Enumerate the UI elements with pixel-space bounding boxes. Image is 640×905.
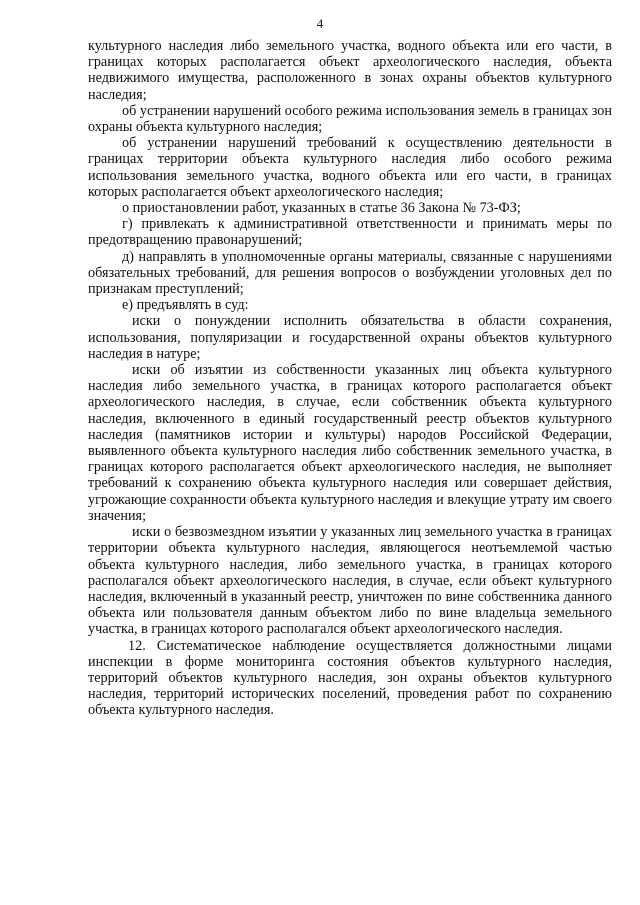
paragraph-item-e: е) предъявлять в суд: xyxy=(122,297,249,314)
document-body xyxy=(88,38,612,719)
paragraph-activity-requirements-violations: об устранении нарушений требований к осуществлению деятельности в границах территории объекта культурного наследия либо особого режима использования земельного участка, водного объекта или его части, в границах которых располагается объект археологического наследия; xyxy=(88,135,612,200)
paragraph-section-12: 12. Систематическое наблюдение осуществляется должностными лицами инспекции в форме мониторинга состояния объектов культурного наследия, территорий объектов культурного наследия, зон охраны объектов культурного наследия, территорий исторических поселений, проведения работ по сохранению объекта культурного наследия. xyxy=(88,637,612,719)
paragraph-claims-obligations: иски о понуждении исполнить обязательства в области сохранения, использования, популяризации и государственной охраны объектов культурного наследия в натуре; xyxy=(88,313,612,362)
paragraph-claims-seizure: иски об изъятии из собственности указанных лиц объекта культурного наследия либо земельного участка, в границах которого располагается объект археологического наследия, в случае, если собственник объекта культурного наследия, включенного в единый государственный реестр объектов культурного наследия (памятников истории и культуры) народов Российской Федерации, выявленного объекта культурного наследия либо собственник земельного участка, в границах которого располагается объект археологического наследия, не выполняет требований к сохранению объекта культурного наследия или совершает действия, угрожающие сохранности объекта культурного наследия и влекущие утрату им своего значения; xyxy=(88,362,612,524)
paragraph-special-regime-violations: об устранении нарушений особого режима использования земель в границах зон охраны объекта культурного наследия; xyxy=(88,102,612,136)
paragraph-item-d: д) направлять в уполномоченные органы материалы, связанные с нарушениями обязательных требований, для решения вопросов о возбуждении уголовных дел по признакам преступлений; xyxy=(88,248,612,298)
page-number: 4 xyxy=(316,16,324,31)
paragraph-claims-free-seizure: иски о безвозмездном изъятии у указанных лиц земельного участка в границах территории объекта культурного наследия, являющегося неотъемлемой частью объекта культурного наследия, либо земельного участка, в границах которого располагался объект археологического наследия, в случае, если объект культурного наследия, включенный в указанный реестр, уничтожен по вине собственника данного объекта или пользователя данным объектом либо по вине владельца земельного участка, в границах которого располагался объект археологического наследия. xyxy=(88,524,612,638)
paragraph-work-suspension: о приостановлении работ, указанных в статье 36 Закона № 73-ФЗ; xyxy=(122,200,521,217)
paragraph-item-g: г) привлекать к административной ответственности и принимать меры по предотвращению правонарушений; xyxy=(88,216,612,249)
paragraph-cultural-heritage-continuation: культурного наследия либо земельного участка, водного объекта или его части, в границах которых располагается объект археологического наследия, объекта недвижимого имущества, расположенного в зонах охраны объектов культурного наследия; xyxy=(88,38,612,103)
